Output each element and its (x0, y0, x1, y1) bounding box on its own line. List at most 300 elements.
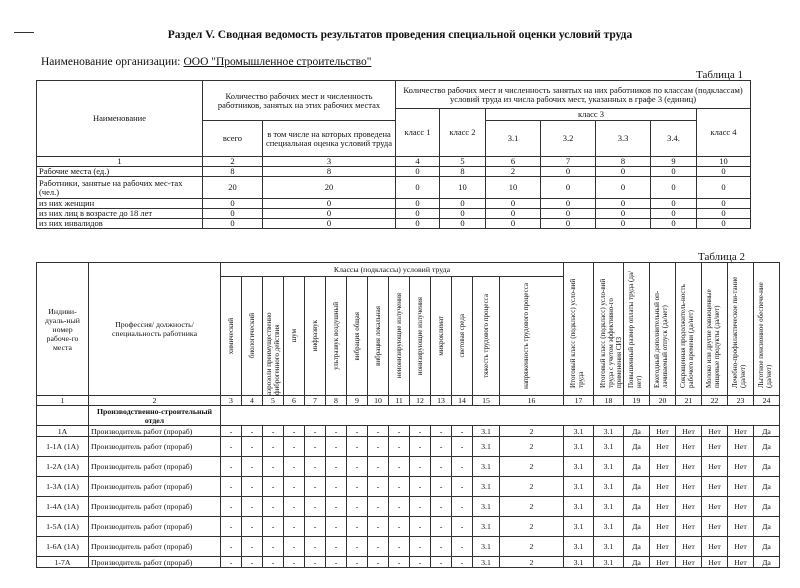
cell-value: - (452, 537, 473, 557)
cell-value: - (347, 517, 368, 537)
t1-number-row (37, 157, 751, 167)
cell-value: Нет (702, 557, 728, 568)
cell-value: Да (754, 477, 780, 497)
cell-value: 2 (500, 517, 564, 537)
cell-value: - (221, 537, 242, 557)
cell-value: - (410, 557, 431, 568)
cell-value: 2 (500, 457, 564, 477)
cell-value: 0 (396, 209, 440, 219)
cell-value: Да (624, 497, 650, 517)
cell-value: - (242, 497, 263, 517)
t2-header-classes: Классы (подклассы) условий труда (221, 263, 564, 277)
cell-value: Нет (650, 426, 676, 437)
workplace-id: 1-4А (1А) (37, 497, 89, 517)
cell-value: 0 (697, 177, 751, 199)
t2-header-factor (452, 277, 473, 396)
cell-value: 3.1 (473, 537, 500, 557)
cell-value: - (389, 517, 410, 537)
cell-value: 3.1 (594, 457, 624, 477)
t2-col-number: 10 (368, 396, 389, 406)
cell-value: - (221, 497, 242, 517)
workplace-id: 1-2А (1А) (37, 457, 89, 477)
cell-value: 0 (486, 199, 541, 209)
cell-value: Да (624, 477, 650, 497)
t2-header-extra (594, 263, 624, 396)
t2-section-title: Производственно-строительный отдел (89, 406, 221, 426)
t2-col-number: 16 (500, 396, 564, 406)
cell-value: 20 (203, 177, 263, 199)
table-row (37, 537, 780, 557)
table-row (37, 167, 751, 177)
cell-value: 0 (697, 199, 751, 209)
cell-value: - (347, 477, 368, 497)
vertical-label: Сокращенная продолжитель-ность рабочего времени (да/нет) (678, 284, 695, 388)
t2-header-extra (702, 263, 728, 396)
t2-col-number: 23 (728, 396, 754, 406)
table-row (37, 199, 751, 209)
t2-header-factor (221, 277, 242, 396)
cell-value: Нет (728, 497, 754, 517)
cell-value: - (431, 426, 452, 437)
t2-header-factor (263, 277, 284, 396)
cell-value: 3.1 (473, 437, 500, 457)
workplace-id: 1А (37, 426, 89, 437)
table1-caption: Таблица 1 (696, 69, 744, 81)
cell-value: - (431, 537, 452, 557)
t2-col-number: 12 (410, 396, 431, 406)
row-label: из них женщин (37, 199, 203, 209)
workplace-id: 1-6А (1А) (37, 537, 89, 557)
cell-value: - (410, 477, 431, 497)
vertical-label: шум (290, 329, 298, 343)
cell-value: - (347, 426, 368, 437)
cell-value: - (368, 497, 389, 517)
cell-value: 0 (396, 167, 440, 177)
t1-header-assessed: в том числе на которых проведена специальная оценка условий труда (263, 121, 396, 157)
t1-header-class3: класс 3 (486, 109, 697, 121)
cell-value: - (347, 497, 368, 517)
cell-value: Да (754, 497, 780, 517)
cell-value: Нет (676, 517, 702, 537)
cell-value: - (431, 497, 452, 517)
cell-value: - (326, 537, 347, 557)
cell-value: 3.1 (473, 426, 500, 437)
cell-value: Нет (702, 426, 728, 437)
t1-header-3-1: 3.1 (486, 121, 541, 157)
vertical-label: биологический (248, 313, 256, 359)
cell-value: 3.1 (564, 426, 594, 437)
cell-value: - (410, 437, 431, 457)
cell-value: 0 (541, 199, 596, 209)
cell-value: 3.1 (564, 437, 594, 457)
vertical-label: Молоко или другие равноценные пищевые продукты (да/нет) (704, 289, 721, 388)
cell-value: 0 (596, 177, 651, 199)
cell-value: - (431, 517, 452, 537)
cell-value: 3.1 (564, 557, 594, 568)
t1-header-class4: класс 4 (697, 109, 751, 157)
cell-value: 2 (500, 497, 564, 517)
cell-value: - (305, 457, 326, 477)
cell-value: 0 (440, 209, 486, 219)
cell-value: 3.1 (564, 477, 594, 497)
cell-value: - (431, 557, 452, 568)
cell-value: 3.1 (564, 497, 594, 517)
table-row (37, 177, 751, 199)
cell-value: - (368, 457, 389, 477)
t2-header-extra (754, 263, 780, 396)
cell-value: - (452, 557, 473, 568)
profession: Производитель работ (прораб) (89, 497, 221, 517)
cell-value: - (368, 437, 389, 457)
vertical-label: Льготное пенсионное обеспече-ние (да/нет) (756, 282, 773, 388)
cell-value: 10 (486, 177, 541, 199)
cell-value: - (263, 497, 284, 517)
t2-col-number: 17 (564, 396, 594, 406)
cell-value: - (389, 477, 410, 497)
cell-value: Нет (650, 457, 676, 477)
cell-value: 0 (697, 219, 751, 229)
cell-value: Нет (650, 497, 676, 517)
vertical-label: вибрация общая (353, 311, 361, 361)
cell-value: - (242, 477, 263, 497)
cell-value: 8 (440, 167, 486, 177)
cell-value: 3.1 (564, 457, 594, 477)
t2-header-extra (650, 263, 676, 396)
vertical-label: Ежегодный дополнительный оп-лачиваемый отпуск (да/нет) (652, 290, 669, 388)
t2-col-number: 22 (702, 396, 728, 406)
table2-caption: Таблица 2 (698, 251, 746, 263)
t2-col-number: 24 (754, 396, 780, 406)
cell-value: 2 (500, 437, 564, 457)
cell-value: - (242, 437, 263, 457)
cell-value: - (389, 426, 410, 437)
cell-value: - (326, 426, 347, 437)
t2-header-factor (326, 277, 347, 396)
t1-col-number: 2 (203, 157, 263, 167)
vertical-label: Итоговый класс (подкласс) усло-вий труда с учетом эффективно-го применения СИЗ (598, 278, 623, 388)
cell-value: - (284, 497, 305, 517)
cell-value: Нет (702, 457, 728, 477)
t2-header-factor (431, 277, 452, 396)
cell-value: 8 (263, 167, 396, 177)
t2-col-number: 13 (431, 396, 452, 406)
cell-value: Нет (728, 537, 754, 557)
cell-value: 0 (651, 199, 697, 209)
cell-value: 3.1 (594, 557, 624, 568)
t2-col-number: 9 (347, 396, 368, 406)
workplace-id: 1-5А (1А) (37, 517, 89, 537)
cell-value: - (389, 457, 410, 477)
cell-value: 2 (500, 537, 564, 557)
table-row (37, 457, 780, 477)
cell-value: Нет (650, 557, 676, 568)
cell-value: - (284, 537, 305, 557)
cell-value: - (284, 426, 305, 437)
vertical-label: тяжесть трудового процесса (482, 294, 490, 378)
cell-value: - (410, 537, 431, 557)
cell-value: - (347, 437, 368, 457)
cell-value: - (326, 497, 347, 517)
profession: Производитель работ (прораб) (89, 537, 221, 557)
t2-col-number: 7 (305, 396, 326, 406)
profession: Производитель работ (прораб) (89, 557, 221, 568)
cell-value: 0 (596, 199, 651, 209)
t1-header-count: Количество рабочих мест и численность работников, занятых на этих рабочих местах (203, 81, 396, 121)
vertical-label: химический (227, 317, 235, 355)
vertical-label: Лечебно-профилактическое пи-тание (да/нет) (730, 276, 747, 388)
cell-value: - (452, 426, 473, 437)
cell-value: Нет (728, 517, 754, 537)
cell-value: - (305, 537, 326, 557)
cell-value: - (452, 497, 473, 517)
t2-col-number: 15 (473, 396, 500, 406)
cell-value: - (242, 517, 263, 537)
cell-value: Нет (650, 517, 676, 537)
cell-value: 0 (486, 219, 541, 229)
cell-value: - (347, 537, 368, 557)
cell-value: - (305, 497, 326, 517)
t2-col-number: 3 (221, 396, 242, 406)
cell-value: - (263, 477, 284, 497)
cell-value: Да (754, 426, 780, 437)
t1-header-class1: класс 1 (396, 109, 440, 157)
t2-header-factor (284, 277, 305, 396)
cell-value: Нет (676, 477, 702, 497)
t1-header-name: Наименование (37, 81, 203, 157)
t1-col-number: 1 (37, 157, 203, 167)
cell-value: 0 (651, 167, 697, 177)
cell-value: Нет (650, 437, 676, 457)
cell-value: - (326, 437, 347, 457)
cell-value: - (410, 457, 431, 477)
row-label: из них инвалидов (37, 219, 203, 229)
cell-value: Да (754, 557, 780, 568)
cell-value: 0 (263, 219, 396, 229)
table-row (37, 477, 780, 497)
t2-header-factor (368, 277, 389, 396)
cell-value: 2 (486, 167, 541, 177)
cell-value: - (263, 517, 284, 537)
vertical-label: неионизирующие излучения (395, 293, 403, 379)
cell-value: - (305, 517, 326, 537)
cell-value: - (305, 426, 326, 437)
row-label: Рабочие места (ед.) (37, 167, 203, 177)
t1-col-number: 5 (440, 157, 486, 167)
t2-col-number: 14 (452, 396, 473, 406)
t1-col-number: 10 (697, 157, 751, 167)
cell-value: 3.1 (564, 517, 594, 537)
cell-value: 0 (541, 177, 596, 199)
cell-value: 0 (697, 209, 751, 219)
cell-value: - (284, 457, 305, 477)
cell-value: 3.1 (594, 497, 624, 517)
t2-col-number: 11 (389, 396, 410, 406)
t2-col-number: 5 (263, 396, 284, 406)
cell-value: Да (754, 537, 780, 557)
t1-col-number: 8 (596, 157, 651, 167)
cell-value: - (284, 437, 305, 457)
cell-value: - (347, 557, 368, 568)
cell-value: 0 (651, 177, 697, 199)
profession: Производитель работ (прораб) (89, 477, 221, 497)
cell-value: 0 (541, 219, 596, 229)
t2-col-number: 21 (676, 396, 702, 406)
cell-value: 0 (263, 199, 396, 209)
t2-col-number: 6 (284, 396, 305, 406)
t1-col-number: 4 (396, 157, 440, 167)
t2-col-number: 20 (650, 396, 676, 406)
org-label: Наименование организации: (41, 56, 181, 68)
table-row (37, 497, 780, 517)
cell-value: Да (624, 457, 650, 477)
row-label: Работники, занятые на рабочих мес-тах (чел.) (37, 177, 203, 199)
cell-value: - (284, 477, 305, 497)
profession: Производитель работ (прораб) (89, 437, 221, 457)
cell-value: - (389, 557, 410, 568)
cell-value: 0 (486, 209, 541, 219)
cell-value: Нет (676, 437, 702, 457)
vertical-label: вибрация локальная (374, 306, 382, 366)
cell-value: 3.1 (473, 557, 500, 568)
t1-header-classes: Количество рабочих мест и численность занятых на них работников по классам (подклассам) условий труда из числа рабочих мест, указанных в графе 3 (единиц) (396, 81, 751, 109)
vertical-label: напряженность трудового процесса (521, 283, 530, 389)
cell-value: - (242, 557, 263, 568)
cell-value: - (368, 517, 389, 537)
t2-header-extra (564, 263, 594, 396)
t2-col-number: 4 (242, 396, 263, 406)
cell-value: Да (754, 457, 780, 477)
cell-value: Нет (702, 517, 728, 537)
t2-number-row (37, 396, 780, 406)
t1-col-number: 3 (263, 157, 396, 167)
vertical-label: Повышенный размер оплаты труда (да/нет) (626, 271, 643, 388)
organization-line (41, 56, 371, 68)
t1-col-number: 7 (541, 157, 596, 167)
profession: Производитель работ (прораб) (89, 517, 221, 537)
table-row (37, 219, 751, 229)
cell-value: - (326, 477, 347, 497)
table-row (37, 209, 751, 219)
cell-value: Нет (676, 457, 702, 477)
t2-header-factor (500, 277, 564, 396)
cell-value: 3.1 (594, 477, 624, 497)
cell-value: - (431, 437, 452, 457)
cell-value: 0 (396, 219, 440, 229)
cell-value: 0 (203, 209, 263, 219)
cell-value: Нет (676, 426, 702, 437)
cell-value: 0 (541, 209, 596, 219)
cell-value: - (263, 426, 284, 437)
vertical-label: ионизирующие излучения (416, 296, 424, 376)
cell-value: - (221, 477, 242, 497)
cell-value: - (242, 537, 263, 557)
t2-col-number: 8 (326, 396, 347, 406)
workplace-table (36, 262, 780, 568)
t2-col-number: 2 (89, 396, 221, 406)
table-row (37, 426, 780, 437)
cell-value: Нет (650, 477, 676, 497)
cell-value: - (452, 457, 473, 477)
org-value: ООО "Промышленное строительство" (183, 56, 372, 68)
vertical-label: микроклимат (437, 316, 445, 356)
cell-value: - (431, 477, 452, 497)
cell-value: 0 (596, 167, 651, 177)
cell-value: - (410, 517, 431, 537)
cell-value: 3.1 (473, 477, 500, 497)
t2-header-factor (389, 277, 410, 396)
cell-value: - (263, 457, 284, 477)
cell-value: 2 (500, 426, 564, 437)
cell-value: Нет (728, 426, 754, 437)
cell-value: - (431, 457, 452, 477)
cell-value: 3.1 (473, 497, 500, 517)
vertical-label: инфразвук (311, 320, 319, 352)
cell-value: 3.1 (594, 437, 624, 457)
cell-value: 0 (263, 209, 396, 219)
cell-value: 0 (541, 167, 596, 177)
cell-value: 0 (651, 219, 697, 229)
t1-header-3-2: 3.2 (541, 121, 596, 157)
cell-value: - (326, 457, 347, 477)
cell-value: Да (754, 437, 780, 457)
t1-header-class2: класс 2 (440, 109, 486, 157)
cell-value: 3.1 (564, 537, 594, 557)
cell-value: Нет (702, 497, 728, 517)
t2-col-number: 19 (624, 396, 650, 406)
cell-value: 0 (596, 219, 651, 229)
t2-header-factor (347, 277, 368, 396)
cell-value: - (305, 437, 326, 457)
cell-value: Нет (728, 457, 754, 477)
cell-value: Нет (676, 537, 702, 557)
profession: Производитель работ (прораб) (89, 426, 221, 437)
cell-value: Нет (728, 477, 754, 497)
t2-header-extra (624, 263, 650, 396)
vertical-label: аэрозоли преимущественно фиброгенного действия (265, 312, 281, 395)
cell-value: 0 (440, 219, 486, 229)
cell-value: Да (624, 437, 650, 457)
cell-value: - (347, 457, 368, 477)
cell-value: - (242, 426, 263, 437)
cell-value: - (305, 477, 326, 497)
t2-col-number: 18 (594, 396, 624, 406)
cell-value: Да (624, 426, 650, 437)
cell-value: Да (754, 517, 780, 537)
vertical-label: ультразвук воздушный (332, 302, 340, 370)
cell-value: 0 (440, 199, 486, 209)
cell-value: Нет (650, 537, 676, 557)
t1-header-total: всего (203, 121, 263, 157)
cell-value: - (452, 437, 473, 457)
cell-value: 0 (651, 209, 697, 219)
cell-value: Нет (702, 537, 728, 557)
cell-value: - (263, 437, 284, 457)
cell-value: Да (624, 517, 650, 537)
cell-value: 0 (203, 199, 263, 209)
cell-value: 3.1 (594, 426, 624, 437)
cell-value: 3.1 (473, 457, 500, 477)
cell-value: Да (624, 557, 650, 568)
cell-value: - (452, 477, 473, 497)
t2-header-id: Индиви-дуаль-ный номер рабоче-го места (37, 263, 89, 396)
cell-value: - (221, 557, 242, 568)
cell-value: 0 (697, 167, 751, 177)
t2-header-extra (676, 263, 702, 396)
cell-value: - (263, 557, 284, 568)
t1-col-number: 6 (486, 157, 541, 167)
cell-value: - (368, 537, 389, 557)
cell-value: - (263, 537, 284, 557)
